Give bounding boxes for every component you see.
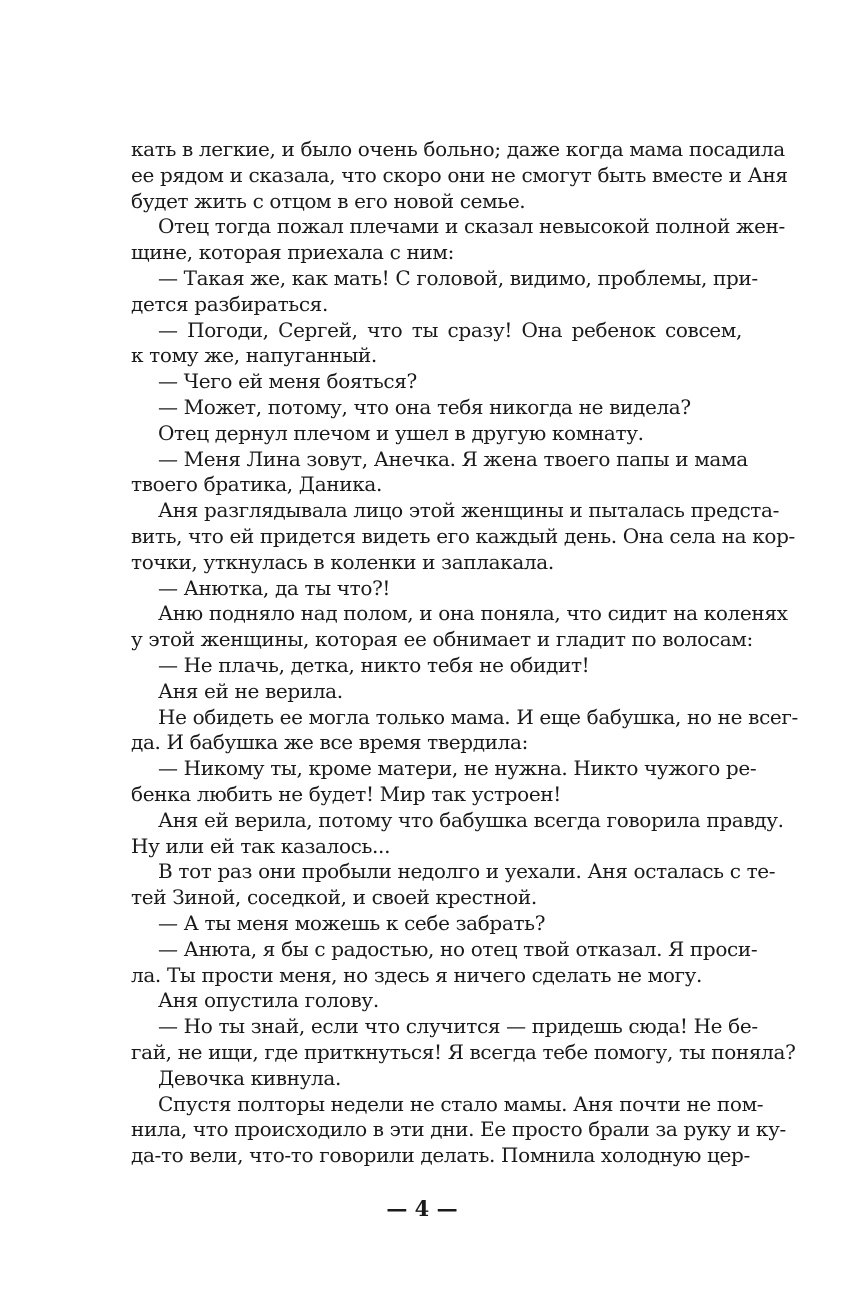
text-line: — Не плачь, детка, никто тебя не обидит! bbox=[158, 653, 590, 677]
page-number: — 4 — bbox=[386, 1196, 458, 1221]
text-line: нила, что происходило в эти дни. Ее просто брали за руку и ку- bbox=[131, 1117, 786, 1142]
text-line: будет жить с отцом в его новой семье. bbox=[131, 188, 526, 213]
text-line: к тому же, напуганный. bbox=[131, 343, 377, 368]
text-line: ее рядом и сказала, что скоро они не смогут быть вместе и Аня bbox=[131, 162, 788, 187]
text-line: — Может, потому, что она тебя никогда не видела? bbox=[158, 395, 691, 419]
text-line: тей Зиной, соседкой, и своей крестной. bbox=[131, 885, 537, 910]
text-line: бенка любить не будет! Мир так устроен! bbox=[131, 782, 561, 806]
text-line: Девочка кивнула. bbox=[158, 1065, 341, 1090]
text-line: — Анюта, я бы с радостью, но отец твой отказал. Я проси- bbox=[158, 936, 758, 961]
text-line: вить, что ей придется видеть его каждый день. Она села на кор- bbox=[131, 524, 795, 548]
text-line: Отец тогда пожал плечами и сказал невысокой полной жен- bbox=[158, 214, 785, 239]
text-line: у этой женщины, которая ее обнимает и гладит по волосам: bbox=[131, 627, 753, 652]
text-line: В тот раз они пробыли недолго и уехали. Аня осталась с те- bbox=[158, 859, 776, 884]
text-line: да. И бабушка же все время твердила: bbox=[131, 730, 528, 755]
text-line: кать в легкие, и было очень больно; даже когда мама посадила bbox=[131, 137, 785, 161]
text-line: Аня опустила голову. bbox=[158, 988, 379, 1013]
text-line: твоего братика, Даника. bbox=[131, 472, 382, 497]
text-line: Аня разглядывала лицо этой женщины и пыталась предста- bbox=[158, 498, 780, 523]
text-line: Аню подняло над полом, и она поняла, что сидит на коленях bbox=[158, 601, 788, 626]
text-line: — Никому ты, кроме матери, не нужна. Никто чужого ре- bbox=[158, 756, 757, 781]
text-line: Отец дернул плечом и ушел в другую комнату. bbox=[158, 420, 644, 445]
text-line: — Такая же, как мать! С головой, видимо, проблемы, при- bbox=[158, 266, 758, 290]
text-line: — Чего ей меня бояться? bbox=[158, 369, 417, 394]
text-line: гай, не ищи, где приткнуться! Я всегда тебе помогу, ты поняла? bbox=[131, 1040, 796, 1064]
text-line: — А ты меня можешь к себе забрать? bbox=[158, 911, 546, 935]
text-line: щине, которая приехала с ним: bbox=[131, 240, 455, 265]
text-line: да-то вели, что-то говорили делать. Помнила холодную цер- bbox=[131, 1143, 750, 1168]
text-line: Аня ей не верила. bbox=[158, 678, 343, 703]
text-line: точки, уткнулась в коленки и заплакала. bbox=[131, 549, 554, 574]
text-line: Аня ей верила, потому что бабушка всегда говорила правду. bbox=[158, 807, 784, 832]
text-line: — Анютка, да ты что?! bbox=[158, 575, 391, 600]
text-line: Спустя полторы недели не стало мамы. Аня почти не пом- bbox=[158, 1091, 764, 1116]
text-line: — Но ты знай, если что случится — придешь сюда! Не бе- bbox=[158, 1014, 758, 1039]
text-line: Не обидеть ее могла только мама. И еще бабушка, но не всег- bbox=[158, 704, 798, 729]
text-line: — Меня Лина зовут, Анечка. Я жена твоего папы и мама bbox=[158, 446, 748, 471]
text-line: Ну или ей так казалось... bbox=[131, 833, 391, 858]
text-line: ла. Ты прости меня, но здесь я ничего сделать не могу. bbox=[131, 962, 703, 987]
text-line: дется разбираться. bbox=[131, 291, 328, 316]
text-line: — Погоди, Сергей, что ты сразу! Она ребенок совсем, bbox=[158, 317, 742, 342]
